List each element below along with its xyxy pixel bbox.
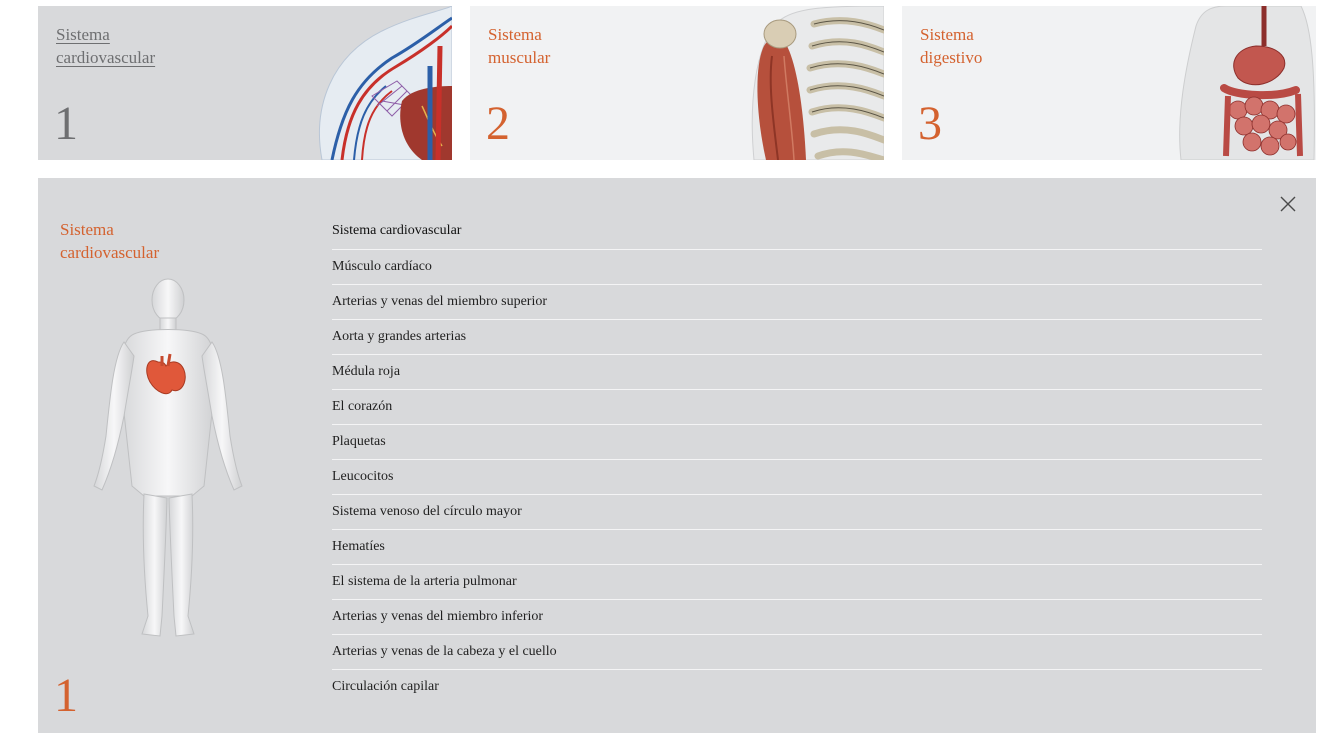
card-title[interactable]: Sistema muscular bbox=[488, 25, 551, 67]
list-item[interactable]: El sistema de la arteria pulmonar bbox=[332, 565, 1262, 600]
panel-number: 1 bbox=[54, 669, 78, 722]
card-number: 2 bbox=[486, 97, 510, 150]
list-item[interactable]: El corazón bbox=[332, 390, 1262, 425]
list-item[interactable]: Hematíes bbox=[332, 530, 1262, 565]
muscular-illustration bbox=[734, 6, 884, 160]
panel-title: Sistema cardiovascular bbox=[60, 220, 160, 262]
human-body-figure bbox=[88, 276, 248, 642]
list-item[interactable]: Leucocitos bbox=[332, 460, 1262, 495]
list-item[interactable]: Aorta y grandes arterias bbox=[332, 320, 1262, 355]
detail-panel bbox=[38, 178, 1316, 733]
card-number: 3 bbox=[918, 97, 942, 150]
list-item[interactable]: Músculo cardíaco bbox=[332, 250, 1262, 285]
list-item[interactable]: Arterias y venas del miembro inferior bbox=[332, 600, 1262, 635]
card-number: 1 bbox=[54, 97, 78, 150]
card-digestivo[interactable] bbox=[902, 6, 1316, 160]
card-cardiovascular[interactable] bbox=[38, 6, 452, 160]
card-title[interactable]: Sistema digestivo bbox=[920, 25, 983, 67]
close-button[interactable] bbox=[1278, 194, 1298, 214]
list-item[interactable]: Circulación capilar bbox=[332, 679, 439, 694]
digestive-illustration bbox=[1166, 6, 1316, 160]
list-item[interactable]: Médula roja bbox=[332, 355, 1262, 390]
cardiovascular-illustration bbox=[302, 6, 452, 160]
list-item[interactable]: Sistema cardiovascular bbox=[332, 214, 1262, 250]
list-item[interactable]: Arterias y venas del miembro superior bbox=[332, 285, 1262, 320]
card-title[interactable]: Sistema cardiovascular bbox=[56, 25, 156, 67]
topic-list bbox=[332, 214, 1262, 705]
list-item[interactable]: Plaquetas bbox=[332, 425, 1262, 460]
list-item[interactable]: Sistema venoso del círculo mayor bbox=[332, 495, 1262, 530]
list-item[interactable]: Arterias y venas de la cabeza y el cuello bbox=[332, 635, 1262, 670]
card-muscular[interactable] bbox=[470, 6, 884, 160]
close-icon bbox=[1278, 194, 1298, 214]
